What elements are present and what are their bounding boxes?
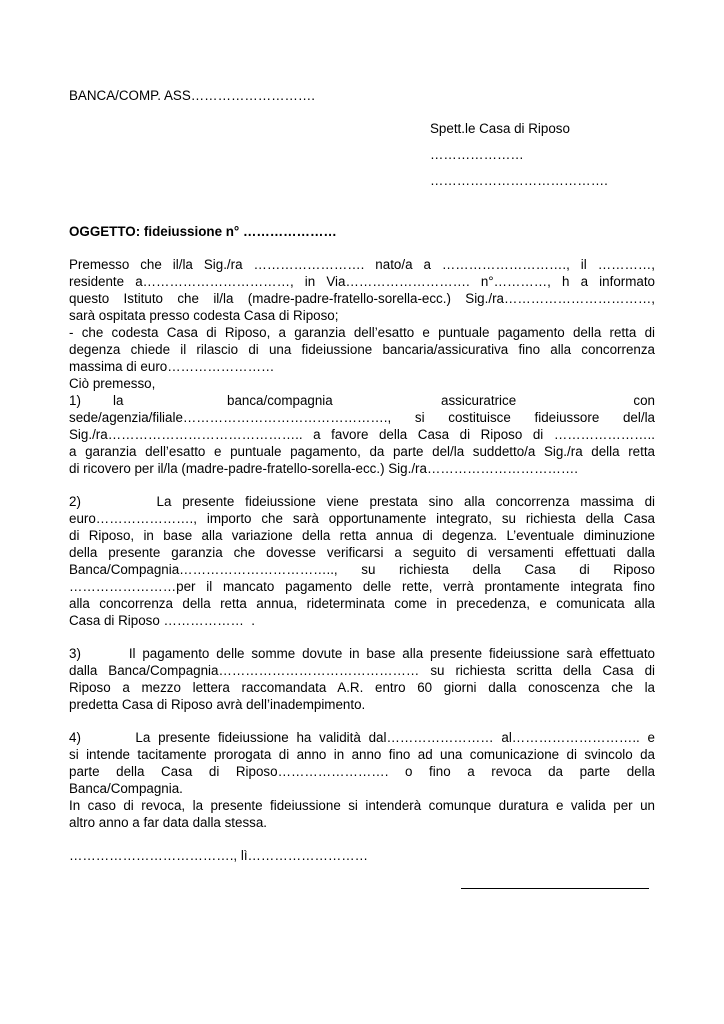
clause-1-line-2: sede/agenzia/filiale………………………………………., si costituisce fideiussore del/la: [69, 410, 655, 425]
clause-3-line-3: Riposo a mezzo lettera raccomandata A.R. entro 60 giorni dalla conoscenza che la: [69, 680, 655, 695]
clause-1-line-3: Sig./ra…………………………………….. a favore della Casa di Riposo di …………………..: [69, 427, 655, 442]
recipient-line-1: Spett.le Casa di Riposo: [430, 121, 570, 136]
clause-3-line-4: predetta Casa di Riposo avrà dell’inadempimento.: [69, 697, 366, 712]
clause-4-line-2: si intende tacitamente prorogata di anno in anno fino ad una comunicazione di svincolo da: [69, 747, 655, 762]
clause-3-line-2: dalla Banca/Compagnia……………………………………… su richiesta scritta della Casa di: [69, 663, 655, 678]
premise-line-6: degenza chiede il rilascio di una fideiussione bancaria/assicurativa fino alla concorrenza: [69, 342, 655, 357]
clause-2-line-8: Casa di Riposo ……………… .: [69, 613, 256, 628]
clause-1-line-4: a garanzia dell’esatto e puntuale pagamento, da parte del/la suddetto/a Sig./ra della retta: [69, 444, 655, 459]
clause-2-line-1: 2) La presente fideiussione viene prestata sino alla concorrenza massima di: [69, 494, 655, 509]
clause-4-line-6: altro anno a far data dalla stessa.: [69, 815, 268, 830]
clause-3-line-1: 3) Il pagamento delle somme dovute in base alla presente fideiussione sarà effettuato: [69, 646, 655, 661]
premise-line-8: Ciò premesso,: [69, 376, 156, 391]
clause-2-line-7: alla concorrenza della retta annua, rideterminata come in precedenza, e comunicata alla: [69, 596, 655, 611]
clause-1-word-la: la: [113, 393, 124, 408]
clause-1-word-banca: banca/compagnia: [227, 393, 333, 408]
recipient-line-3: ………………………………….: [430, 173, 608, 188]
sender-bank-line: BANCA/COMP. ASS……………………….: [69, 88, 316, 103]
clause-1-number: 1): [69, 393, 81, 408]
clause-1-word-assicuratrice: assicuratrice: [441, 393, 517, 408]
premise-line-4: sarà ospitata presso codesta Casa di Riposo;: [69, 308, 339, 323]
clause-2-line-6: ……………………per il mancato pagamento delle rette, verrà prontamente integrata fino: [69, 579, 655, 594]
clause-2-line-4: della presente garanzia che dovesse verificarsi a seguito di versamenti effettuati dalla: [69, 545, 655, 560]
clause-4-line-5: In caso di revoca, la presente fideiussione si intenderà comunque duratura e valida per un: [69, 798, 655, 813]
place-date-line: ………………………………., lì………………………: [69, 848, 369, 863]
clause-1-line-1: [69, 392, 655, 409]
subject-line: OGGETTO: fideiussione n° …………………: [69, 224, 337, 239]
clause-2-line-5: Banca/Compagnia…………………………….., su richiesta della Casa di Riposo: [69, 562, 655, 577]
premise-line-2: residente a……………………………, in Via………………………. n°…………, h a informato: [69, 274, 655, 289]
signature-line: [461, 888, 649, 889]
premise-line-7: massima di euro……………………: [69, 359, 275, 374]
premise-line-1: Premesso che il/la Sig./ra ……………………. nato/a a ………………………., il …………,: [69, 257, 655, 272]
clause-4-line-3: parte della Casa di Riposo……………………. o fino a revoca da parte della: [69, 764, 655, 779]
clause-2-line-3: di Riposo, in base alla variazione della retta annua di degenza. L’eventuale diminuzione: [69, 528, 655, 543]
clause-1-line-5: di ricovero per il/la (madre-padre-fratello-sorella-ecc.) Sig./ra…………………………….: [69, 461, 578, 476]
clause-2-line-2: euro…………………., importo che sarà opportunamente integrato, su richiesta della Casa: [69, 511, 655, 526]
premise-line-3: questo Istituto che il/la (madre-padre-fratello-sorella-ecc.) Sig./ra……………………………,: [69, 291, 655, 306]
clause-4-line-4: Banca/Compagnia.: [69, 781, 183, 796]
clause-1-word-con: con: [633, 393, 655, 408]
recipient-line-2: …………………: [430, 147, 524, 162]
premise-line-5: - che codesta Casa di Riposo, a garanzia dell’esatto e puntuale pagamento della retta di: [69, 325, 655, 340]
clause-4-line-1: 4) La presente fideiussione ha validità dal…………………… al……………………….. e: [69, 730, 655, 745]
